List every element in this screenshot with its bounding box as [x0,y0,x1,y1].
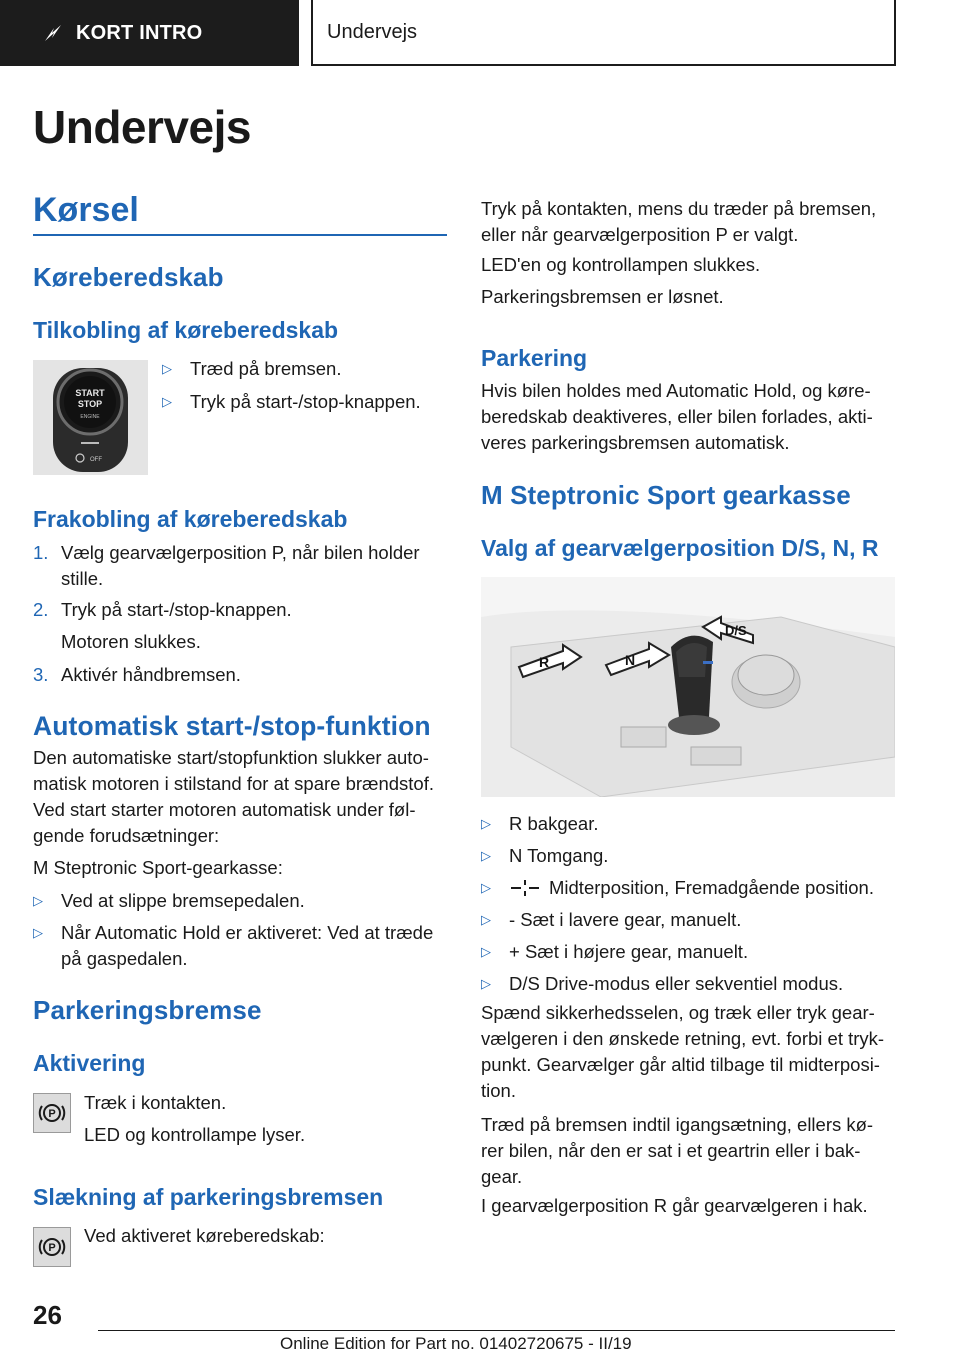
triangle-bullet-icon: ▷ [33,893,43,908]
step-text: Aktivér håndbremsen. [61,664,241,685]
section-tab-label: KORT INTRO [76,21,203,44]
list-item-text: Midterposition, Fremadgående position. [549,877,874,898]
numbered-item [33,597,447,623]
led-text: LED'en og kontrollampen slukkes. [481,254,761,275]
heading-aktivering: Aktivering [33,1050,146,1076]
triangle-bullet-icon: ▷ [481,912,491,927]
heading-frakobling: Frakobling af køreberedskab [33,506,348,532]
steptronic-label: M Steptronic Sport-gearkasse: [33,857,283,878]
triangle-bullet-icon: ▷ [481,976,491,991]
step-number [33,629,61,655]
text-line: gende forudsætninger: [33,825,220,846]
gear-selector-image [481,577,895,797]
traed-paragraph [481,1112,911,1190]
list-item-text: på gaspedalen. [61,948,188,969]
parking-brake-icon [33,1227,71,1267]
text-line: gear. [481,1166,523,1187]
heading-valg: Valg af gearvælgerposition D/S, N, R [481,535,879,561]
heading-automatisk: Automatisk start-/stop-funktion [33,711,431,741]
stop-label: STOP [77,399,103,409]
numbered-item [33,662,447,688]
triangle-bullet-icon: ▷ [481,848,491,863]
chapter-header [311,0,896,66]
list-item [481,939,895,965]
step-text: stille. [61,568,104,589]
slaekning-text: Ved aktiveret køreberedskab: [84,1225,325,1246]
triangle-bullet-icon: ▷ [481,816,491,831]
text-line: vælgeren i den ønskede retning, evt. forbi et tryk- [481,1028,885,1049]
start-stop-button-illustration [33,360,148,475]
text-line: Den automatiske start/stopfunktion slukker auto- [33,747,429,768]
list-item [481,971,895,997]
text-line: matisk motoren i stilstand for at spare brændstof. [33,773,435,794]
list-item-text: - Sæt i lavere gear, manuelt. [509,909,742,930]
step-number: 1. [33,542,49,563]
list-item-text: Træd på bremsen. [190,358,342,379]
list-item [162,389,452,415]
text-line: punkt. Gearvælger går altid tilbage til midterposi- [481,1054,880,1075]
text-line: rer bilen, når den er sat i et geartrin eller i bak- [481,1140,861,1161]
list-item-text: Ved at slippe bremsepedalen. [61,890,305,911]
footer-rule [98,1330,895,1331]
parking-brake-icon [33,1093,71,1133]
text-line: veres parkeringsbremsen automatisk. [481,432,790,453]
gear-selector-illustration [481,577,895,797]
text-line: Hvis bilen holdes med Automatic Hold, og køre- [481,380,871,401]
list-item [481,843,895,869]
text-line: Træk i kontakten. [84,1092,227,1113]
released-text: Parkeringsbremsen er løsnet. [481,286,724,307]
list-item-text: Tryk på start-/stop-knappen. [190,391,421,412]
svg-text:P: P [48,1108,56,1120]
list-item [33,888,447,914]
heading-parkering: Parkering [481,345,588,371]
heading-slaekning: Slækning af parkeringsbremsen [33,1184,384,1210]
text-line: Spænd sikkerhedsselen, og træk eller tryk gear- [481,1002,875,1023]
start-label: START [75,388,105,398]
aktivering-paragraph [84,1090,305,1148]
midposition-icon [509,878,541,898]
triangle-bullet-icon: ▷ [481,944,491,959]
text-line: beredskab deaktiveres, eller bilen forlades, akti- [481,406,873,427]
parkering-paragraph [481,378,901,456]
step-text: Tryk på start-/stop-knappen. [61,599,292,620]
list-item-text: R bakgear. [509,813,599,834]
text-line: Tryk på kontakten, mens du træder på bremsen, [481,198,877,219]
numbered-item [33,540,447,592]
off-label: OFF [90,457,102,463]
heading-koreberedskab: Køreberedskab [33,262,224,292]
heading-rule [33,234,447,236]
text-line: eller når gearvælgerposition P er valgt. [481,224,799,245]
triangle-bullet-icon: ▷ [33,925,43,940]
spaend-paragraph [481,1000,911,1104]
page-number: 26 [33,1300,62,1330]
heading-tilkobling: Tilkobling af køreberedskab [33,317,339,343]
triangle-bullet-icon: ▷ [481,880,491,895]
start-stop-button-image [33,360,148,475]
n-label: N [625,652,636,668]
quick-intro-icon [42,22,64,44]
list-item-text: N Tomgang. [509,845,609,866]
svg-text:P: P [48,1242,56,1254]
parking-brake-symbol [37,1098,67,1128]
r-label: R [539,654,550,670]
text-line: tion. [481,1080,516,1101]
triangle-bullet-icon: ▷ [162,361,172,376]
list-item-text: Når Automatic Hold er aktiveret: Ved at træde [61,922,434,943]
heading-korsel: Kørsel [33,191,139,229]
text-line: Ved start starter motoren automatisk under føl- [33,799,416,820]
step-text: Motoren slukkes. [61,631,201,652]
heading-gearkasse: M Steptronic Sport gearkasse [481,480,851,510]
list-item-text: + Sæt i højere gear, manuelt. [509,941,749,962]
numbered-item [33,629,447,655]
step-text: Vælg gearvælgerposition P, når bilen holder [61,542,420,563]
text-line: Træd på bremsen indtil igangsætning, ellers kø- [481,1114,874,1135]
list-item-text: D/S Drive-modus eller sekventiel modus. [509,973,844,994]
step-number: 3. [33,664,49,685]
edition-note: Online Edition for Part no. 01402720675 - II/19 [280,1334,632,1353]
list-item [481,907,895,933]
ds-label: D/S [725,623,747,638]
list-item [162,356,452,382]
list-item [481,811,895,837]
section-tab[interactable] [0,0,299,66]
step-number: 2. [33,599,49,620]
triangle-bullet-icon: ▷ [162,394,172,409]
engine-label: ENGINE [80,414,100,420]
automatisk-paragraph [33,745,453,849]
list-item [33,920,453,972]
page-title: Undervejs [33,101,251,153]
chapter-label: Undervejs [327,20,418,43]
parking-brake-symbol [37,1232,67,1262]
list-item [481,875,895,901]
heading-parkeringsbremse: Parkeringsbremse [33,995,262,1025]
last-paragraph: I gearvælgerposition R går gearvælgeren i hak. [481,1195,868,1216]
text-line: LED og kontrollampe lyser. [84,1124,306,1145]
intro-paragraph [481,196,901,248]
